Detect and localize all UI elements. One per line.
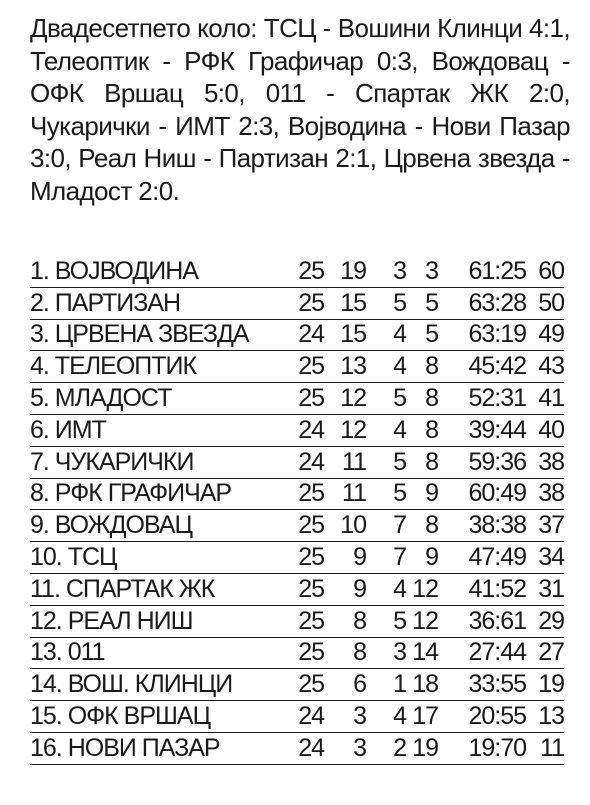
games-played: 25 xyxy=(298,542,324,571)
wins: 9 xyxy=(353,542,366,571)
losses: 18 xyxy=(412,670,438,699)
losses: 17 xyxy=(412,701,438,730)
points: 60 xyxy=(538,256,564,285)
losses: 8 xyxy=(425,383,438,412)
draws: 4 xyxy=(393,574,406,603)
games-played: 25 xyxy=(298,288,324,317)
wins: 8 xyxy=(353,638,366,667)
table-row xyxy=(30,351,564,383)
team-name: 6. ИМТ xyxy=(30,415,106,444)
games-played: 25 xyxy=(298,638,324,667)
team-name: 12. РЕАЛ НИШ xyxy=(30,606,193,635)
losses: 9 xyxy=(425,542,438,571)
table-row xyxy=(30,606,564,638)
table-row xyxy=(30,701,564,733)
goal-difference: 27:44 xyxy=(468,638,526,667)
goal-difference: 36:61 xyxy=(468,606,526,635)
goal-difference: 41:52 xyxy=(468,574,526,603)
wins: 15 xyxy=(340,288,366,317)
wins: 12 xyxy=(340,415,366,444)
wins: 10 xyxy=(340,511,366,540)
team-name: 4. ТЕЛЕОПТИК xyxy=(30,352,197,381)
points: 40 xyxy=(538,415,564,444)
table-row xyxy=(30,447,564,479)
goal-difference: 19:70 xyxy=(468,733,526,762)
draws: 4 xyxy=(393,320,406,349)
draws: 2 xyxy=(393,733,406,762)
wins: 3 xyxy=(353,733,366,762)
goal-difference: 60:49 xyxy=(468,479,526,508)
points: 11 xyxy=(540,733,564,762)
games-played: 25 xyxy=(298,574,324,603)
points: 27 xyxy=(538,638,564,667)
table-row xyxy=(30,733,564,765)
games-played: 25 xyxy=(298,352,324,381)
table-row xyxy=(30,383,564,415)
table-row xyxy=(30,256,564,288)
wins: 8 xyxy=(353,606,366,635)
draws: 5 xyxy=(393,447,406,476)
draws: 4 xyxy=(393,701,406,730)
points: 41 xyxy=(538,383,564,412)
draws: 4 xyxy=(393,415,406,444)
losses: 12 xyxy=(412,606,438,635)
team-name: 5. МЛАДОСТ xyxy=(30,383,172,412)
wins: 12 xyxy=(340,383,366,412)
team-name: 14. ВОШ. КЛИНЦИ xyxy=(30,670,233,699)
losses: 3 xyxy=(425,256,438,285)
goal-difference: 47:49 xyxy=(468,542,526,571)
goal-difference: 33:55 xyxy=(468,670,526,699)
points: 34 xyxy=(538,542,564,571)
losses: 8 xyxy=(425,415,438,444)
losses: 9 xyxy=(425,479,438,508)
goal-difference: 59:36 xyxy=(468,447,526,476)
points: 37 xyxy=(538,511,564,540)
games-played: 25 xyxy=(298,383,324,412)
points: 19 xyxy=(538,670,564,699)
team-name: 10. ТСЦ xyxy=(30,542,117,571)
table-row xyxy=(30,415,564,447)
points: 29 xyxy=(538,606,564,635)
points: 31 xyxy=(538,574,564,603)
goal-difference: 61:25 xyxy=(468,256,526,285)
losses: 8 xyxy=(425,352,438,381)
goal-difference: 38:38 xyxy=(468,511,526,540)
table-row xyxy=(30,320,564,352)
games-played: 24 xyxy=(298,320,324,349)
table-row xyxy=(30,479,564,511)
draws: 3 xyxy=(393,256,406,285)
team-name: 13. 011 xyxy=(30,638,105,667)
table-row xyxy=(30,638,564,670)
losses: 8 xyxy=(425,447,438,476)
points: 43 xyxy=(538,352,564,381)
games-played: 25 xyxy=(298,511,324,540)
draws: 3 xyxy=(393,638,406,667)
table-row xyxy=(30,542,564,574)
wins: 11 xyxy=(342,479,366,508)
team-name: 3. ЦРВЕНА ЗВЕЗДА xyxy=(30,320,249,349)
table-row xyxy=(30,574,564,606)
round-results-text: Двадесетпето коло: ТСЦ - Вошини Клинци 4:1, Телеоптик - РФК Графичар 0:3, Вождовац - ОФК Вршац 5:0, 011 - Спартак ЖК 2:0, Чукарички - ИМТ 2:3, Војводина - Нови Пазар 3:0, Реал Ниш - Партизан 2:1, Црвена звезда - Младост 2:0. xyxy=(30,13,570,206)
games-played: 25 xyxy=(298,256,324,285)
games-played: 25 xyxy=(298,479,324,508)
draws: 5 xyxy=(393,606,406,635)
team-name: 9. ВОЖДОВАЦ xyxy=(30,511,193,540)
wins: 6 xyxy=(353,670,366,699)
wins: 11 xyxy=(342,447,366,476)
points: 50 xyxy=(538,288,564,317)
goal-difference: 63:19 xyxy=(468,320,526,349)
games-played: 25 xyxy=(298,670,324,699)
points: 49 xyxy=(538,320,564,349)
table-row xyxy=(30,510,564,542)
standings-table xyxy=(30,256,564,765)
team-name: 16. НОВИ ПАЗАР xyxy=(30,733,220,762)
losses: 19 xyxy=(412,733,438,762)
games-played: 24 xyxy=(298,447,324,476)
points: 38 xyxy=(538,447,564,476)
draws: 7 xyxy=(393,542,406,571)
games-played: 24 xyxy=(298,415,324,444)
team-name: 8. РФК ГРАФИЧАР xyxy=(30,479,232,508)
wins: 13 xyxy=(340,352,366,381)
draws: 5 xyxy=(393,383,406,412)
team-name: 15. ОФК ВРШАЦ xyxy=(30,701,211,730)
losses: 14 xyxy=(412,638,438,667)
draws: 5 xyxy=(393,479,406,508)
losses: 5 xyxy=(425,288,438,317)
draws: 1 xyxy=(393,670,406,699)
goal-difference: 63:28 xyxy=(468,288,526,317)
points: 38 xyxy=(538,479,564,508)
points: 13 xyxy=(538,701,564,730)
table-row xyxy=(30,288,564,320)
wins: 3 xyxy=(353,701,366,730)
wins: 19 xyxy=(340,256,366,285)
draws: 4 xyxy=(393,352,406,381)
goal-difference: 52:31 xyxy=(468,383,526,412)
team-name: 11. СПАРТАК ЖК xyxy=(30,574,215,603)
games-played: 25 xyxy=(298,606,324,635)
wins: 9 xyxy=(353,574,366,603)
goal-difference: 39:44 xyxy=(468,415,526,444)
games-played: 24 xyxy=(298,701,324,730)
table-row xyxy=(30,669,564,701)
wins: 15 xyxy=(340,320,366,349)
goal-difference: 45:42 xyxy=(468,352,526,381)
goal-difference: 20:55 xyxy=(468,701,526,730)
games-played: 24 xyxy=(298,733,324,762)
team-name: 2. ПАРТИЗАН xyxy=(30,288,181,317)
team-name: 7. ЧУКАРИЧКИ xyxy=(30,447,194,476)
losses: 8 xyxy=(425,511,438,540)
team-name: 1. ВОЈВОДИНА xyxy=(30,256,198,285)
losses: 5 xyxy=(425,320,438,349)
draws: 5 xyxy=(393,288,406,317)
losses: 12 xyxy=(412,574,438,603)
draws: 7 xyxy=(393,511,406,540)
